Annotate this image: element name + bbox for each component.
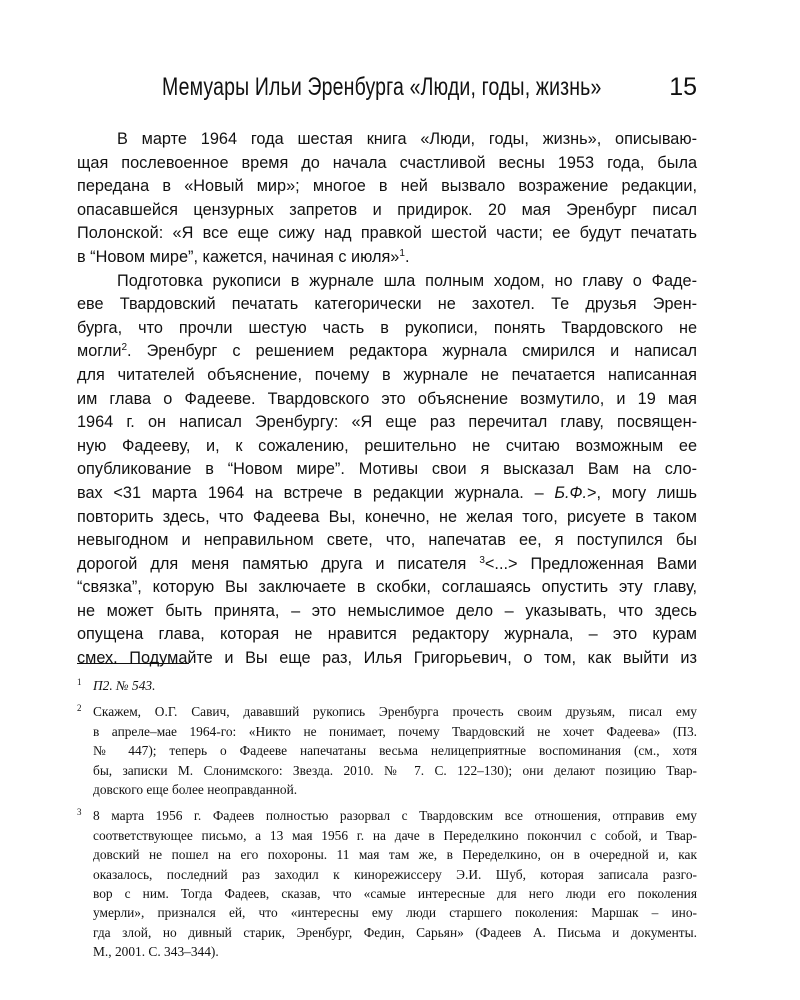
text-line: 1964 г. он написал Эренбургу: «Я еще раз перечитал главу, посвящен- [77,413,697,432]
text-line: невыгодном и неправильном свете, что, напечатав ее, я поступился бы [77,531,697,550]
text-line: им глава о Фадееве. Твардовского это объяснение возмутило, и 19 мая [77,389,697,408]
footnote-ref-2: 2 [121,342,127,354]
running-head [77,73,697,107]
text-line: передана в «Новый мир»; многое в ней вызвало возражение редакции, [77,177,697,196]
text-line: щая послевоенное время до начала счастливой весны 1953 года, была [77,153,697,172]
line-text: дорогой для меня памятью друга и писателя [77,554,467,573]
paragraph-2 [77,270,697,671]
footnote-ref-3: 3 [479,554,485,566]
text-line: опубликование в “Новом мире”. Мотивы свои я высказал Вам на сло- [77,460,697,479]
text-line: В марте 1964 года шестая книга «Люди, годы, жизнь», описываю- [117,130,697,148]
line-text: >, могу лишь [587,483,698,502]
footnote-line: Скажем, О.Г. Савич, дававший рукопись Эренбурга прочесть своим друзьям, писал ему [93,704,697,720]
text-line: Подготовка рукописи в журнале шла полным ходом, но главу о Фаде- [117,271,697,290]
footnote-line: соответствующее письмо, а 13 мая 1956 г. на даче в Переделкино покончил с собой, и Твар- [93,827,697,843]
text-line [77,482,697,506]
line-text: <...> Предложенная Вами [484,554,697,573]
text-line: ную Фадееву, и, к сожалению, решительно не считаю возможным ее [77,436,697,455]
paragraph-1 [77,128,697,270]
footnote-line: в апреле–мае 1964-го: «Никто не понимает, почему Твардовский не хочет Фадеева» (П3. [93,723,697,739]
line-text: вах <31 марта 1964 на встрече в редакции журнала. – [77,483,544,502]
footnote-number: 3 [77,807,82,818]
book-page [77,0,697,1000]
footnote-divider [77,663,189,664]
page-number: 15 [669,73,697,101]
footnote-line [77,676,697,695]
text-line [77,340,697,364]
text-line: для читателей объяснение, почему в журнале не печатается написанная [77,365,697,384]
footnote-line: вор с ним. Тогда Фадеев, сказав, что «самые интересные для него люди его поколения [93,886,697,902]
footnote-number: 1 [77,677,82,687]
footnote-ref-1: 1 [399,247,405,259]
footnote-text: П2. № 543. [93,678,156,693]
main-text [77,128,697,671]
footnote-number: 2 [77,703,82,714]
footnote-line: оказалось, последний раз заходил к кинорежиссеру Э.И. Шуб, которая записала разго- [93,866,697,882]
footnote-line: умерли», признался ей, что «интересны ему люди старшего поколения: Маршак – ино- [93,905,697,921]
footnote-line: 8 марта 1956 г. Фадеев полностью разорвал с Твардовским все отношения, отправив ему [93,808,697,824]
text-line: смех. Подумайте и Вы еще раз, Илья Григорьевич, о том, как выйти из [77,649,697,668]
footnote-line: гда злой, но дивный старик, Эренбург, Федин, Сарьян» (Фадеев А. Письма и документы. [93,924,697,940]
line-text: . Эренбург с решением редактора журнала смирился и написал [127,342,697,361]
text-line: бурга, что прочли шестую часть в рукописи, понять Твардовского не [77,318,697,337]
line-text: . [404,247,410,266]
text-line: не может быть принята, – это немыслимое дело – указывать, что здесь [77,601,697,620]
footnote-line: довский не пошел на его похороны. 11 мая там же, в Переделкино, он в очередной и, как [93,847,697,863]
editor-initials: Б.Ф. [554,483,587,502]
line-text: могли [77,342,122,361]
footnote-1 [77,676,697,695]
text-line [77,246,697,270]
footnote-2 [77,702,697,799]
text-line: опущена глава, которая не нравится редактору журнала, – это курам [77,625,697,644]
line-text: в “Новом мире”, кажется, начиная с июля» [77,247,400,266]
footnote-line: № 447); теперь о Фадееве напечатаны весьма нелицеприятные воспоминания (см., хотя [93,743,697,759]
text-line [77,553,697,577]
text-line: Полонской: «Я все еще сижу над правкой шестой части; ее будут печатать [77,224,697,243]
footnote-3 [77,806,697,961]
footnotes [77,676,697,969]
footnote-line: бы, записки М. Слонимского: Звезда. 2010. № 7. С. 122–130); они делают позицию Твар- [93,762,697,778]
text-line: повторить здесь, что Фадеева Вы, конечно, не желая того, рисуете в таком [77,507,697,526]
footnote-line: М., 2001. С. 343–344). [93,944,219,960]
text-line: опасавшейся цензурных запретов и придирок. 20 мая Эренбург писал [77,200,697,219]
footnote-line: довского еще более неоправданной. [93,782,298,798]
text-line: еве Твардовский печатать категорически не захотел. Те друзья Эрен- [77,295,697,314]
text-line: “связка”, которую Вы заключаете в скобки, соглашаясь опустить эту главу, [77,578,697,597]
running-title: Мемуары Ильи Эренбурга «Люди, годы, жизнь» [162,73,602,101]
